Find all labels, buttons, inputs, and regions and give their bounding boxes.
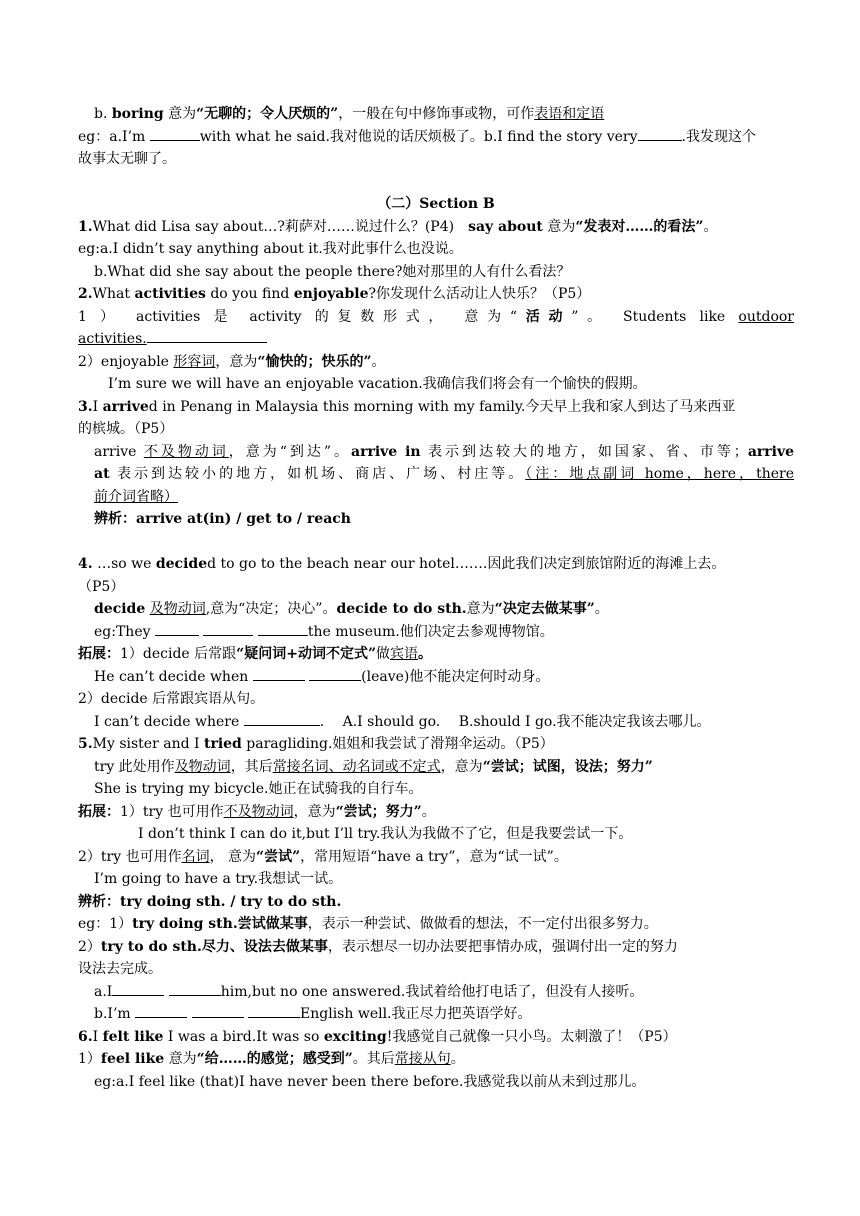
text-line-l21 — [78, 598, 794, 621]
text-run: 意为 — [542, 218, 576, 235]
bold-text: try doing sth.尝试做某事 — [132, 916, 308, 932]
text-line-l06 — [78, 238, 794, 261]
text-run: 故事太无聊了。 — [78, 151, 176, 167]
bold-text: “决定去做某事” — [494, 601, 595, 617]
text-run: ，其后 — [230, 758, 273, 775]
text-run: I was a bird.It was so — [163, 1028, 324, 1045]
text-run: paragliding.姐姐和我尝试了滑翔伞运动。（P5） — [241, 736, 554, 752]
text-run: 意为 — [164, 1051, 197, 1067]
text-line-l26 — [78, 711, 794, 734]
text-line-l34 — [78, 891, 794, 914]
text-line-l37 — [78, 958, 794, 981]
fill-in-blank[interactable] — [192, 1003, 244, 1018]
text-line-l38 — [78, 981, 794, 1004]
text-run: eg:a.I didn’t say anything about it.我对此事什么也没说。 — [78, 241, 463, 257]
text-run: ，表示想尽一切办法要把事情办成，强调付出一定的努力 — [327, 938, 678, 955]
underlined-text: （注：地点副词 home，here，there — [525, 466, 795, 482]
text-line-l19 — [78, 553, 794, 576]
text-run: 1）decide 后常跟 — [120, 646, 237, 662]
bold-text: “给……的感觉；感受到” — [196, 1051, 353, 1067]
bold-text: decide — [155, 556, 208, 572]
text-run: 。 — [450, 1051, 465, 1067]
underlined-text: 前介词省略） — [94, 488, 178, 505]
text-line-l20 — [78, 576, 794, 599]
text-run: 。 — [371, 353, 386, 370]
text-run: 。 — [421, 803, 436, 820]
underlined-text: activities. — [78, 331, 147, 347]
text-run: d in Penang in Malaysia this morning with my family.今天早上我和家人到达了马来西亚 — [148, 398, 736, 415]
text-run: a.I — [94, 983, 113, 1000]
text-run: 1）try 也可用作 — [120, 803, 224, 820]
text-line-l23 — [78, 643, 794, 666]
text-run: with what he said.我对他说的话厌烦极了。b.I find the story very — [199, 128, 638, 145]
text-run: 。 — [594, 601, 609, 617]
bold-text: “愉快的；快乐的” — [257, 353, 372, 370]
document-page — [78, 103, 794, 1093]
text-line-l40 — [78, 1026, 794, 1049]
underlined-text: 不及物动词 — [143, 443, 229, 460]
bold-text: （二）Section B — [377, 196, 495, 212]
text-run: ， 意为 — [209, 848, 257, 865]
fill-in-blank[interactable] — [155, 621, 199, 636]
text-run: 2） — [78, 938, 101, 955]
text-line-l27 — [78, 733, 794, 756]
text-line-l09 — [78, 306, 794, 329]
text-run: I — [92, 1028, 103, 1045]
text-line-l18 — [78, 508, 794, 531]
bold-text: “尝试；努力” — [335, 803, 422, 820]
text-run: 1 ） activities 是 activity 的复数形式， 意为“ — [78, 308, 517, 325]
text-run: ，常用短语“have a try”，意为“试一试”。 — [300, 848, 568, 865]
underlined-text: 及物动词 — [174, 758, 231, 775]
text-run: eg:They — [94, 623, 155, 640]
fill-in-blank[interactable] — [244, 711, 320, 726]
fill-in-blank[interactable] — [135, 1003, 187, 1018]
bold-text: try to do sth.尽力、设法去做某事 — [100, 938, 328, 955]
underlined-text: 及物动词 — [149, 601, 206, 617]
bold-text: 拓展： — [78, 646, 120, 662]
text-line-l11 — [78, 351, 794, 374]
text-run: ?你发现什么活动让人快乐？（P5） — [368, 286, 591, 302]
text-run: ，表示一种尝试、做做看的想法，不一定付出很多努力。 — [307, 916, 658, 932]
fill-in-blank[interactable] — [169, 981, 221, 996]
text-line-l14 — [78, 418, 794, 441]
fill-in-blank[interactable] — [638, 126, 682, 141]
bold-text: 辨析：arrive at(in) / get to / reach — [94, 511, 351, 527]
underlined-text: 常接从句 — [394, 1051, 451, 1067]
bold-text: tried — [203, 736, 242, 752]
bold-text: “尝试” — [256, 848, 301, 865]
text-line-l07 — [78, 261, 794, 284]
fill-in-blank[interactable] — [203, 621, 253, 636]
bold-text: 活动 — [516, 308, 572, 325]
text-line-l28 — [78, 756, 794, 779]
fill-in-blank[interactable] — [309, 666, 361, 681]
bold-text: 1. — [78, 218, 93, 235]
text-run: I can’t decide where — [94, 713, 244, 730]
underlined-text: 常接名词、动名词或不定式 — [272, 758, 441, 775]
text-run: He can’t decide when — [94, 668, 253, 685]
text-run: 意为 — [163, 106, 197, 122]
text-run: I’m sure we will have an enjoyable vacation.我确信我们将会有一个愉快的假期。 — [108, 376, 647, 392]
text-run: 2）try 也可用作 — [78, 848, 182, 865]
text-run: ，意为 — [215, 353, 258, 370]
fill-in-blank[interactable] — [112, 981, 164, 996]
text-run: I’m going to have a try.我想试一试。 — [94, 871, 343, 887]
bold-text: arrive — [747, 443, 794, 460]
text-run: ，意为 — [440, 758, 483, 775]
bold-text: 辨析：try doing sth. / try to do sth. — [78, 893, 342, 910]
text-line-l31 — [78, 823, 794, 846]
underlined-text: 形容词 — [173, 353, 216, 370]
text-line-l42 — [78, 1071, 794, 1094]
bold-text: felt like — [102, 1028, 164, 1045]
text-line-l12 — [78, 373, 794, 396]
text-run: 1） — [78, 1051, 101, 1067]
text-line-l01 — [78, 103, 794, 126]
bold-text: 3. — [78, 398, 93, 415]
text-run: 意为 — [466, 601, 495, 617]
bold-text: feel like — [100, 1051, 165, 1067]
text-run: 表示到达较大的地方，如国家、省、市等； — [420, 443, 748, 460]
text-run: I don’t think I can do it,but I’ll try.我认为我做不了它，但是我要尝试一下。 — [138, 826, 633, 842]
text-line-l36 — [78, 936, 794, 959]
text-run: 。其后 — [352, 1051, 395, 1067]
text-run: ”。 Students like — [571, 308, 739, 325]
text-line-l29 — [78, 778, 794, 801]
text-line-l25 — [78, 688, 794, 711]
text-run: !我感觉自己就像一只小鸟。太刺激了！（P5） — [386, 1028, 677, 1045]
text-run: eg:a.I feel like (that)I have never been there before.我感觉我以前从未到过那儿。 — [94, 1073, 646, 1090]
text-line-l15 — [78, 441, 794, 464]
text-run: What — [92, 286, 135, 302]
text-line-l05 — [78, 216, 794, 239]
text-run: 做 — [376, 646, 391, 662]
text-run: ，意为“到达”。 — [228, 443, 352, 460]
text-run: eg：a.I’m — [78, 128, 150, 145]
text-run: d to go to the beach near our hotel…….因此我们决定到旅馆附近的海滩上去。 — [207, 556, 726, 572]
bold-text: 4. — [78, 556, 93, 572]
bold-text: “尝试；试图，设法；努力” — [482, 758, 653, 775]
bold-text: 5. — [78, 736, 93, 752]
blank-line — [78, 531, 794, 554]
text-run: him,but no one answered.我试着给他打电话了，但没有人接听。 — [220, 983, 644, 1000]
text-line-l30 — [78, 801, 794, 824]
fill-in-blank[interactable] — [253, 666, 305, 681]
text-run: . A.I should go. B.should I go.我不能决定我该去哪儿。 — [319, 713, 711, 730]
text-line-l16 — [78, 463, 794, 486]
text-line-l35 — [78, 913, 794, 936]
text-line-l32 — [78, 846, 794, 869]
text-run: 表示到达较小的地方，如机场、商店、广场、村庄等。 — [109, 466, 526, 482]
text-run: She is trying my bicycle.她正在试骑我的自行车。 — [94, 781, 423, 797]
text-run: I — [92, 398, 103, 415]
text-run: 的槟城。（P5） — [78, 421, 174, 437]
bold-text: exciting — [323, 1028, 387, 1045]
underlined-text: 名词 — [181, 848, 210, 865]
bold-text: “无聊的；令人厌烦的” — [196, 106, 339, 122]
text-run: 2）enjoyable — [78, 353, 174, 370]
underlined-text: 宾语 — [390, 646, 419, 662]
text-line-l24 — [78, 666, 794, 689]
fill-in-blank[interactable] — [150, 126, 200, 141]
text-run: ,意为“决定；决心”。 — [205, 601, 337, 617]
text-line-l22 — [78, 621, 794, 644]
bold-text: 拓展： — [78, 803, 120, 820]
text-line-l33 — [78, 868, 794, 891]
text-line-l04 — [78, 193, 794, 216]
fill-in-blank[interactable] — [248, 1003, 300, 1018]
blank-line — [78, 171, 794, 194]
text-run: …so we — [92, 556, 156, 572]
text-line-l03 — [78, 148, 794, 171]
bold-text: 2. — [78, 286, 93, 302]
text-run: b. — [94, 106, 112, 122]
text-run: （P5） — [78, 578, 125, 595]
underlined-text: outdoor — [738, 308, 794, 325]
text-run: b.I’m — [94, 1006, 136, 1022]
text-line-l17 — [78, 486, 794, 509]
text-run: English well.我正尽力把英语学好。 — [300, 1006, 532, 1022]
text-run: arrive — [94, 443, 144, 460]
bold-text: arrive in — [351, 443, 421, 460]
bold-text: activities — [134, 286, 206, 302]
bold-text: say about — [468, 218, 543, 235]
text-line-l10 — [78, 328, 794, 351]
bold-text: boring — [111, 106, 164, 122]
text-line-l39 — [78, 1003, 794, 1026]
text-run: ，意为 — [293, 803, 336, 820]
bold-text: enjoyable — [293, 286, 369, 302]
text-line-l02 — [78, 126, 794, 149]
fill-in-blank[interactable] — [258, 621, 308, 636]
underlined-text: 不及物动词 — [223, 803, 294, 820]
bold-text: “发表对……的看法” — [575, 218, 704, 235]
bold-text: decide to do sth. — [336, 601, 467, 617]
bold-text: decide — [94, 601, 146, 617]
bold-text: at — [94, 466, 110, 482]
text-line-l08 — [78, 283, 794, 306]
text-run: 。 — [703, 218, 718, 235]
text-run: My sister and I — [92, 736, 204, 752]
text-run: 2）decide 后常跟宾语从句。 — [78, 691, 265, 707]
underlined-text: 表语和定语 — [534, 106, 605, 122]
bold-text: 。 — [418, 646, 433, 662]
bold-text: 6. — [78, 1028, 93, 1045]
text-run: eg：1） — [78, 916, 133, 932]
text-run: .我发现这个 — [681, 128, 756, 145]
text-run: do you find — [205, 286, 294, 302]
bold-text: arrive — [102, 398, 149, 415]
text-line-l41 — [78, 1048, 794, 1071]
text-run: (leave)他不能决定何时动身。 — [361, 668, 550, 685]
text-run: What did Lisa say about…?莉萨对……说过什么？(P4) — [92, 218, 469, 235]
text-run: ，一般在句中修饰事或物，可作 — [338, 106, 535, 122]
text-line-l13 — [78, 396, 794, 419]
text-run: the museum.他们决定去参观博物馆。 — [307, 623, 554, 640]
text-run: 设法去完成。 — [78, 961, 162, 977]
text-run: try 此处用作 — [94, 758, 175, 775]
fill-in-blank[interactable] — [147, 328, 267, 343]
text-run: b.What did she say about the people there?她对那里的人有什么看法？ — [94, 263, 571, 280]
bold-text: “疑问词+动词不定式” — [236, 646, 377, 662]
